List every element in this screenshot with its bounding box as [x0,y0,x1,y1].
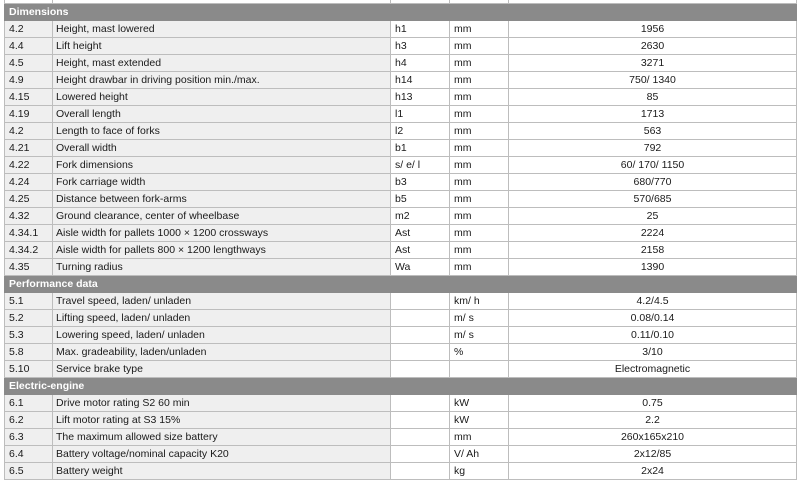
row-number: 4.25 [5,191,53,208]
row-value: 2158 [509,242,797,259]
table-row [5,208,797,225]
row-unit: mm [450,106,509,123]
row-number: 6.4 [5,446,53,463]
row-number: 6.5 [5,463,53,480]
row-value: 0.11/0.10 [509,327,797,344]
row-description: Aisle width for pallets 800 × 1200 lengthways [53,242,391,259]
row-value: 680/770 [509,174,797,191]
row-unit: mm [450,242,509,259]
table-row [5,429,797,446]
row-value: 4.2/4.5 [509,293,797,310]
row-symbol [391,293,450,310]
row-number: 6.2 [5,412,53,429]
row-value: 0.75 [509,395,797,412]
spec-table [4,0,797,480]
row-number: 5.1 [5,293,53,310]
row-symbol: l2 [391,123,450,140]
table-row [5,293,797,310]
row-value: 3271 [509,55,797,72]
row-symbol: b3 [391,174,450,191]
row-value: 2.2 [509,412,797,429]
row-unit: kW [450,395,509,412]
spec-sheet [4,0,796,480]
row-value: 0.08/0.14 [509,310,797,327]
row-unit: mm [450,225,509,242]
row-description: Drive motor rating S2 60 min [53,395,391,412]
row-description: Turning radius [53,259,391,276]
table-row [5,242,797,259]
table-row [5,174,797,191]
row-value: 2630 [509,38,797,55]
row-value: 85 [509,89,797,106]
row-symbol: Ast [391,242,450,259]
row-value: 25 [509,208,797,225]
row-unit: mm [450,21,509,38]
table-row [5,259,797,276]
section-header [5,276,797,293]
row-description: Overall length [53,106,391,123]
row-unit: % [450,344,509,361]
table-row [5,344,797,361]
row-unit: mm [450,174,509,191]
row-description: Fork carriage width [53,174,391,191]
row-symbol: b1 [391,140,450,157]
row-unit: mm [450,123,509,140]
row-symbol: h13 [391,89,450,106]
section-header [5,378,797,395]
row-symbol: Wa [391,259,450,276]
row-number: 4.15 [5,89,53,106]
row-number: 5.3 [5,327,53,344]
row-description: Lifting speed, laden/ unladen [53,310,391,327]
table-row [5,412,797,429]
row-unit: mm [450,72,509,89]
row-symbol: h4 [391,55,450,72]
row-unit: kW [450,412,509,429]
row-symbol: h3 [391,38,450,55]
row-symbol [391,412,450,429]
row-value: 3/10 [509,344,797,361]
table-row [5,225,797,242]
row-description: Lift motor rating at S3 15% [53,412,391,429]
row-symbol [391,463,450,480]
row-value: Electromagnetic [509,361,797,378]
row-value: 2x12/85 [509,446,797,463]
row-symbol: h1 [391,21,450,38]
row-description: Aisle width for pallets 1000 × 1200 crossways [53,225,391,242]
section-title: Performance data [5,276,797,293]
row-number: 4.2 [5,123,53,140]
row-unit: mm [450,140,509,157]
row-symbol [391,361,450,378]
row-description: Lowering speed, laden/ unladen [53,327,391,344]
row-symbol: h14 [391,72,450,89]
row-description: Max. gradeability, laden/unladen [53,344,391,361]
row-value: 563 [509,123,797,140]
row-unit: km/ h [450,293,509,310]
row-description: Ground clearance, center of wheelbase [53,208,391,225]
row-number: 6.3 [5,429,53,446]
row-unit: mm [450,259,509,276]
row-unit: mm [450,55,509,72]
row-value: 1390 [509,259,797,276]
table-row [5,106,797,123]
row-description: Overall width [53,140,391,157]
row-unit: kg [450,463,509,480]
row-unit: mm [450,208,509,225]
table-row [5,21,797,38]
row-value: 260x165x210 [509,429,797,446]
table-row [5,157,797,174]
row-unit: mm [450,429,509,446]
row-number: 4.24 [5,174,53,191]
row-symbol: s/ e/ l [391,157,450,174]
row-number: 4.35 [5,259,53,276]
table-row [5,361,797,378]
row-number: 6.1 [5,395,53,412]
row-value: 1956 [509,21,797,38]
table-row [5,395,797,412]
row-value: 60/ 170/ 1150 [509,157,797,174]
section-header [5,4,797,21]
row-number: 4.34.1 [5,225,53,242]
row-description: Lift height [53,38,391,55]
row-description: Height, mast lowered [53,21,391,38]
row-value: 570/685 [509,191,797,208]
table-row [5,123,797,140]
table-row [5,310,797,327]
row-number: 4.9 [5,72,53,89]
table-row [5,140,797,157]
row-unit: m/ s [450,310,509,327]
table-row [5,327,797,344]
row-unit: mm [450,157,509,174]
row-description: Service brake type [53,361,391,378]
table-row [5,89,797,106]
row-number: 5.2 [5,310,53,327]
row-unit: mm [450,89,509,106]
row-number: 4.34.2 [5,242,53,259]
row-description: Lowered height [53,89,391,106]
row-description: Battery voltage/nominal capacity K20 [53,446,391,463]
row-value: 792 [509,140,797,157]
row-description: Battery weight [53,463,391,480]
row-symbol: Ast [391,225,450,242]
table-row [5,191,797,208]
table-row [5,55,797,72]
row-number: 4.5 [5,55,53,72]
row-unit [450,361,509,378]
row-unit: mm [450,191,509,208]
row-description: Height drawbar in driving position min./max. [53,72,391,89]
section-title: Dimensions [5,4,797,21]
table-row [5,463,797,480]
row-symbol: b5 [391,191,450,208]
row-description: Length to face of forks [53,123,391,140]
table-row [5,446,797,463]
row-number: 4.22 [5,157,53,174]
table-row [5,72,797,89]
row-value: 2x24 [509,463,797,480]
row-number: 4.2 [5,21,53,38]
row-value: 1713 [509,106,797,123]
table-row [5,38,797,55]
row-symbol [391,395,450,412]
row-description: Travel speed, laden/ unladen [53,293,391,310]
row-number: 4.19 [5,106,53,123]
row-symbol [391,344,450,361]
section-title: Electric-engine [5,378,797,395]
row-symbol [391,310,450,327]
row-value: 750/ 1340 [509,72,797,89]
row-value: 2224 [509,225,797,242]
row-symbol [391,327,450,344]
row-description: Fork dimensions [53,157,391,174]
row-number: 5.10 [5,361,53,378]
row-symbol: m2 [391,208,450,225]
row-symbol: l1 [391,106,450,123]
row-number: 5.8 [5,344,53,361]
row-unit: V/ Ah [450,446,509,463]
row-description: Height, mast extended [53,55,391,72]
row-number: 4.21 [5,140,53,157]
row-symbol [391,446,450,463]
row-number: 4.32 [5,208,53,225]
row-number: 4.4 [5,38,53,55]
row-unit: mm [450,38,509,55]
row-description: Distance between fork-arms [53,191,391,208]
row-unit: m/ s [450,327,509,344]
row-description: The maximum allowed size battery [53,429,391,446]
spec-table-body [5,0,797,480]
row-symbol [391,429,450,446]
